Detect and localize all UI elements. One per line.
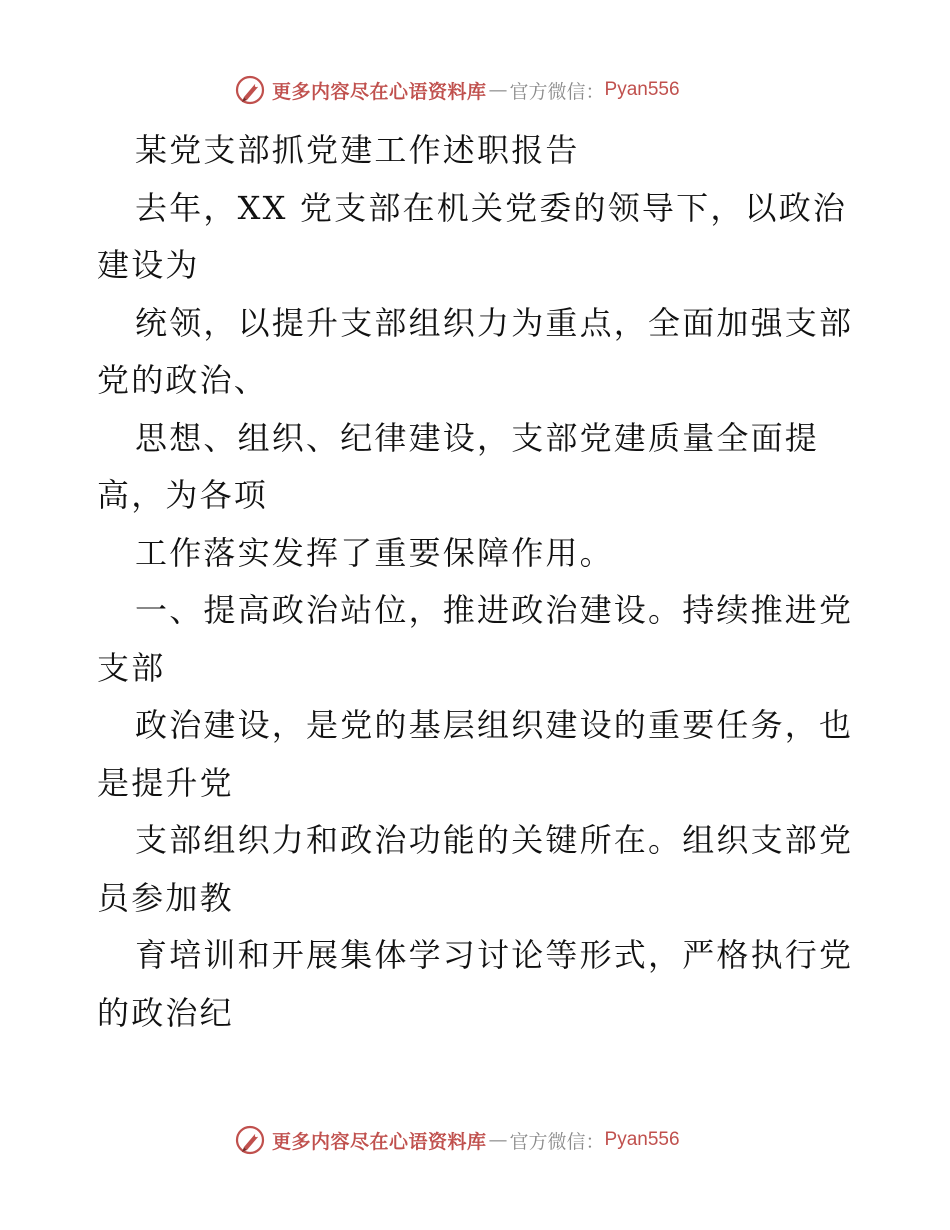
wechat-id: Pyan556 [604,79,680,100]
banner-dash: — [488,1129,508,1151]
text-line: 的政治纪 [97,993,234,1032]
wechat-id: Pyan556 [604,1129,680,1150]
text-line: 支部组织力和政治功能的关键所在。组织支部党 [135,821,854,859]
banner-dash: — [488,79,508,101]
text-line: 一、提高政治站位，推进政治建设。持续推进党 [135,591,854,629]
text-line: 育培训和开展集体学习讨论等形式，严格执行党 [135,936,854,974]
text-line: 员参加教 [97,878,234,917]
text-line: 去年，XX 党支部在机关党委的领导下，以政治 [135,188,848,227]
text-line: 统领，以提升支部组织力为重点，全面加强支部 [135,303,854,342]
wechat-label: 官方微信： [509,80,605,103]
header-banner [234,73,680,107]
document-title: 某党支部抓党建工作述职报告 [135,131,580,169]
text-line: 工作落实发挥了重要保障作用。 [135,533,614,572]
text-line: 高，为各项 [97,476,269,514]
text-line: 是提升党 [97,763,234,802]
footer-banner [234,1123,680,1157]
text-line: 政治建设，是党的基层组织建设的重要任务，也 [135,706,854,744]
promo-text: 更多内容尽在心语资料库 [272,80,487,103]
document-body [97,122,857,1042]
text-line: 思想、组织、纪律建设，支部党建质量全面提 [135,418,820,457]
text-line: 支部 [97,648,166,687]
pen-logo-icon [234,1124,266,1156]
pen-logo-icon [234,74,266,106]
promo-text: 更多内容尽在心语资料库 [272,1130,487,1153]
text-line: 党的政治、 [97,361,269,399]
text-line: 建设为 [97,246,200,284]
wechat-label: 官方微信： [509,1130,605,1153]
